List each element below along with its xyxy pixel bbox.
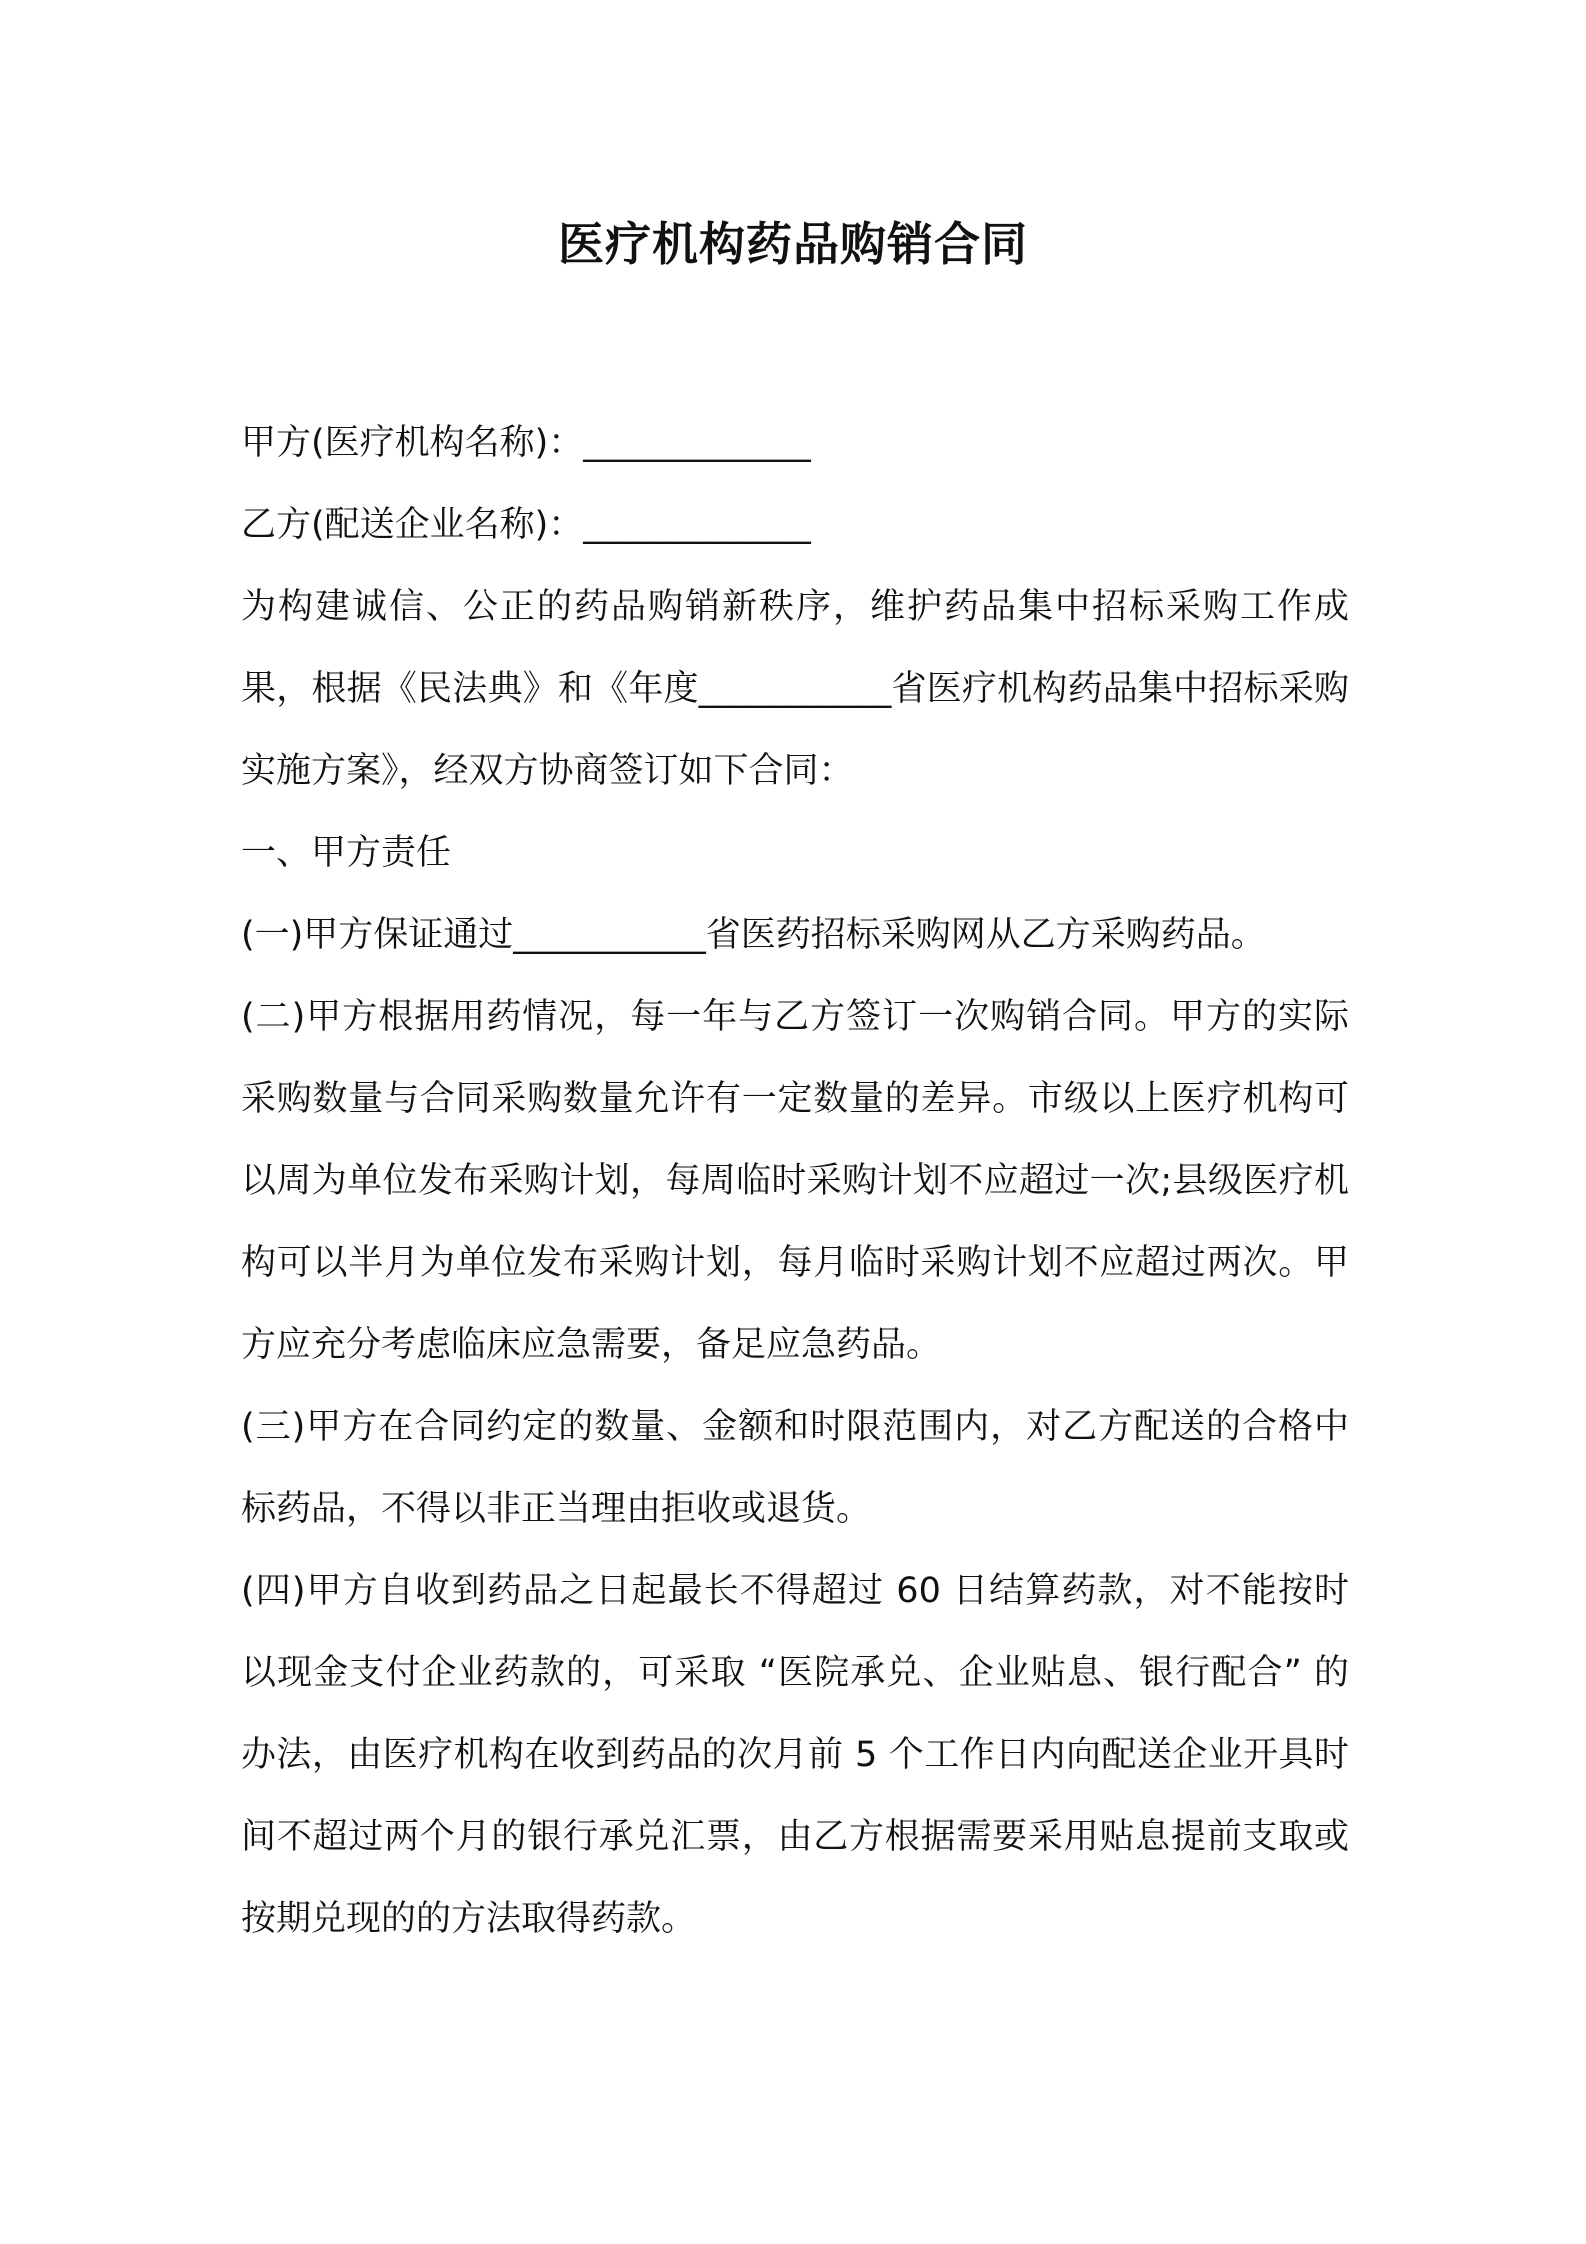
clause-3: (三)甲方在合同约定的数量、金额和时限范围内，对乙方配送的合格中标药品，不得以非正当理由拒收或退货。 [241,1407,1349,1529]
clause-2: (二)甲方根据用药情况，每一年与乙方签订一次购销合同。甲方的实际采购数量与合同采购数量允许有一定数量的差异。市级以上医疗机构可以周为单位发布采购计划，每周临时采购计划不应超过一次;县级医疗机构可以半月为单位发布采购计划，每月临时采购计划不应超过两次。甲方应充分考虑临床应急需要，备足应急药品。 [241,997,1349,1365]
party-b-line: 乙方(配送企业名称)：_____________ [241,505,811,545]
section-heading-party-a: 一、甲方责任 [241,833,452,873]
document-title: 医疗机构药品购销合同 [558,217,1028,271]
clause-1: (一)甲方保证通过___________省医药招标采购网从乙方采购药品。 [241,915,1266,955]
party-a-line: 甲方(医疗机构名称)：_____________ [241,423,811,463]
document-body [241,402,1349,1960]
clause-4: (四)甲方自收到药品之日起最长不得超过 60 日结算药款，对不能按时以现金支付企业药款的，可采取 “医院承兑、企业贴息、银行配合” 的办法，由医疗机构在收到药品的次月前 5 个工作日内向配送企业开具时间不超过两个月的银行承兑汇票，由乙方根据需要采用贴息提前支取或按期兑现的的方法取得药款。 [241,1571,1349,1939]
preamble-paragraph: 为构建诚信、公正的药品购销新秩序，维护药品集中招标采购工作成果，根据《民法典》和《年度___________省医疗机构药品集中招标采购实施方案》，经双方协商签订如下合同： [241,587,1349,791]
